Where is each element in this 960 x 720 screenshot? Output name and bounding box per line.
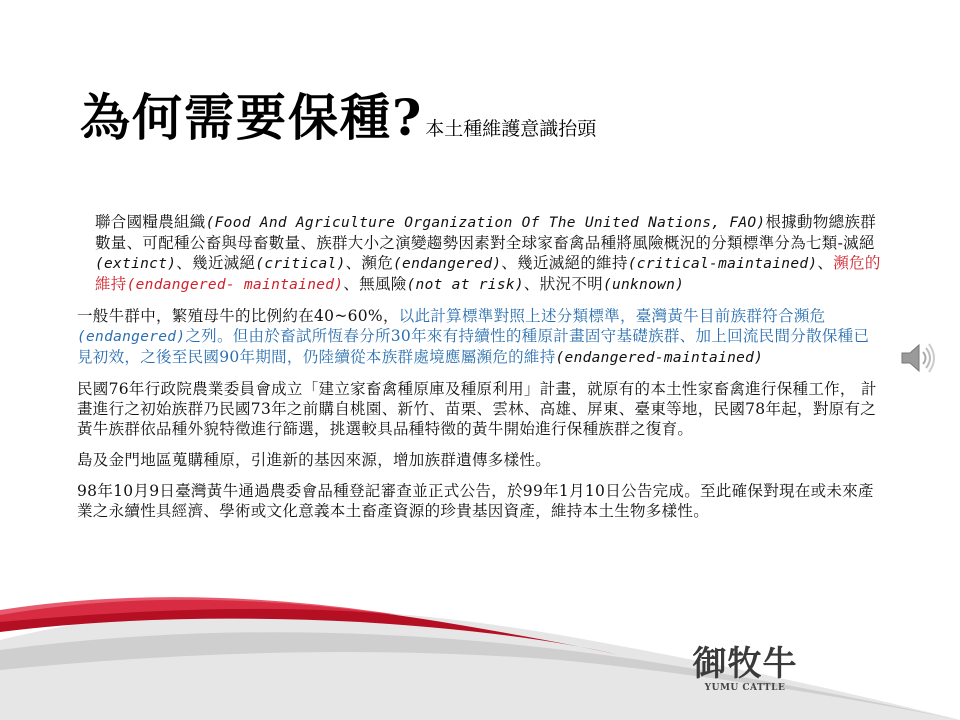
text-run: 根據動物總族群數量、可配種公畜與母畜數量、族群大小之演變趨勢因素對全球家畜禽品種將風險概況的分類標準分為七類-滅絕 (95, 213, 877, 252)
page-title (80, 78, 596, 150)
highlight-blue-latin: (endangered) (77, 329, 186, 345)
text-run: 、 (817, 254, 834, 272)
text-run: 聯合國糧農組織 (95, 213, 206, 231)
paragraph-ratio (77, 306, 885, 368)
text-run: 、瀕危 (345, 254, 394, 272)
highlight-blue: 以此計算標準對照上述分類標準，臺灣黃牛目前族群符合瀕危 (398, 307, 826, 325)
latin-term: (extinct) (95, 256, 177, 272)
title-subtitle: 本土種維護意識抬頭 (425, 118, 597, 140)
latin-term: (critical-maintained) (627, 256, 818, 272)
text-run: 一般牛群中，繁殖母牛的比例約在40~60%， (77, 307, 399, 325)
latin-term: (endangered-maintained) (555, 350, 764, 366)
latin-term: (critical) (255, 256, 346, 272)
decorative-swoosh (0, 560, 960, 720)
latin-term: (unknown) (602, 277, 685, 293)
logo-subtitle: YUMU CATTLE (704, 683, 786, 693)
latin-term: (not at risk) (406, 277, 524, 293)
latin-term: (endangered) (393, 256, 502, 272)
highlight-blue: 之列。但由於畜試所恆春分所30年來有持續性的種原計畫固守基礎族群、加上回流民間分散保種已見初效，之後至民國90年期間，仍陸續從本族群處境應屬瀕危的維持 (77, 327, 870, 366)
brand-logo (685, 645, 805, 693)
speaker-icon[interactable] (898, 338, 938, 378)
text-run: 、幾近滅絕的維持 (501, 254, 628, 272)
latin-term: (Food And Agriculture Organization Of The United Nations, FAO) (205, 215, 766, 231)
highlight-red: 瀕危的維持 (95, 254, 881, 293)
paragraph-registration: 98年10月9日臺灣黃牛通過農委會品種登記審查並正式公告，於99年1月10日公告完成。至此確保對現在或未來產業之永續性具經濟、學術或文化意義本土畜產資源的珍貴基因資產，維持本土生物多樣性。 (77, 482, 874, 520)
paragraph-islands: 島及金門地區蒐購種原，引進新的基因來源，增加族群遺傳多樣性。 (77, 451, 552, 469)
highlight-red-latin: (endangered- maintained) (126, 277, 344, 293)
title-main: 為何需要保種? (80, 88, 424, 147)
text-run: 、幾近滅絕 (176, 254, 256, 272)
text-run: 、無風險 (343, 275, 407, 293)
paragraph-history: 民國76年行政院農業委員會成立「建立家畜禽種原庫及種原利用」計畫，就原有的本土性家畜禽進行保種工作， 計畫進行之初始族群乃民國73年之前購自桃園、新竹、苗栗、雲林、高雄、屏東、臺東等地，民國78年起，對原有之黃牛族群依品種外貌特徵進行篩選，挑選較具品種特徵的黃牛開始進行保種族群之復育。 (77, 380, 877, 438)
text-run: 、狀況不明 (523, 275, 603, 293)
logo-wordmark: 御牧牛 (692, 644, 798, 684)
body-text (77, 212, 885, 532)
paragraph-fao (77, 212, 885, 295)
